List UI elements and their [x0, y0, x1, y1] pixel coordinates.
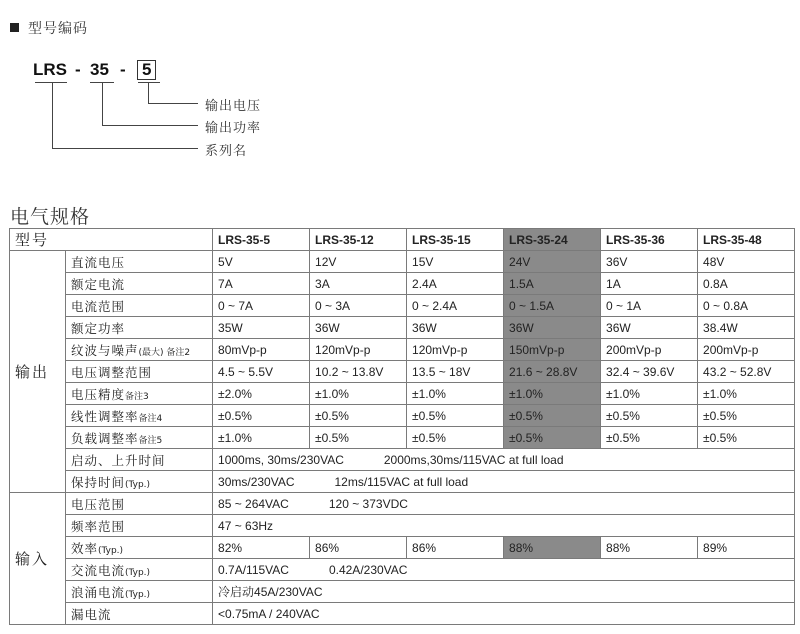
span-value-cell — [213, 493, 795, 515]
table-row — [10, 581, 795, 603]
value-cell: 120mVp-p — [310, 339, 407, 361]
span-value-text: <0.75mA / 240VAC — [218, 606, 320, 621]
row-label — [66, 295, 213, 317]
table-row — [10, 273, 795, 295]
value-cell: 36W — [407, 317, 504, 339]
row-label — [66, 449, 213, 471]
leader-line — [148, 82, 149, 103]
row-label-text: 漏电流 — [71, 606, 112, 622]
header-model: LRS-35-36 — [601, 229, 698, 251]
code-separator: - — [75, 60, 81, 79]
span-value-text: 85 ~ 264VAC — [218, 496, 289, 511]
value-cell: 0 ~ 2.4A — [407, 295, 504, 317]
table-row — [10, 559, 795, 581]
value-cell: ±0.5% — [504, 427, 601, 449]
value-cell: ±0.5% — [310, 405, 407, 427]
span-value-cell — [213, 471, 795, 493]
legend-voltage: 输出电压 — [205, 99, 262, 114]
underline-voltage — [138, 82, 160, 83]
row-label-text: 纹波与噪声 — [71, 342, 139, 358]
value-cell: 88% — [601, 537, 698, 559]
span-value-text: 120 ~ 373VDC — [328, 496, 408, 511]
value-cell: 24V — [504, 251, 601, 273]
row-label-text: 电压精度 — [71, 386, 126, 402]
table-row — [10, 251, 795, 273]
value-cell: 5V — [213, 251, 310, 273]
code-power: 35 — [90, 60, 109, 79]
code-voltage-box: 5 — [137, 60, 156, 80]
row-label-note: (Typ.) — [125, 567, 151, 578]
table-row — [10, 339, 795, 361]
row-label-text: 线性调整率 — [71, 408, 139, 424]
span-value-cell — [213, 559, 795, 581]
span-value-cell — [213, 515, 795, 537]
value-cell: 48V — [698, 251, 795, 273]
row-label-text: 启动、上升时间 — [71, 452, 166, 468]
leader-line — [52, 82, 53, 148]
value-cell: 1.5A — [504, 273, 601, 295]
value-cell: 0 ~ 3A — [310, 295, 407, 317]
value-cell: 21.6 ~ 28.8V — [504, 361, 601, 383]
value-cell: 43.2 ~ 52.8V — [698, 361, 795, 383]
legend-series: 系列名 — [205, 144, 248, 159]
row-label-text: 负载调整率 — [71, 430, 139, 446]
value-cell: 13.5 ~ 18V — [407, 361, 504, 383]
square-bullet-icon — [10, 23, 19, 32]
row-label — [66, 603, 213, 625]
row-label-text: 额定功率 — [71, 320, 126, 336]
value-cell: 15V — [407, 251, 504, 273]
group-label: 输入 — [10, 493, 66, 625]
value-cell: 4.5 ~ 5.5V — [213, 361, 310, 383]
value-cell: 36W — [601, 317, 698, 339]
header-model: LRS-35-5 — [213, 229, 310, 251]
table-row — [10, 515, 795, 537]
header-model: LRS-35-48 — [698, 229, 795, 251]
value-cell: 3A — [310, 273, 407, 295]
value-cell: ±0.5% — [213, 405, 310, 427]
row-label-text: 额定电流 — [71, 276, 126, 292]
value-cell: ±1.0% — [504, 383, 601, 405]
value-cell: 36W — [310, 317, 407, 339]
span-value-text: 0.7A/115VAC — [218, 562, 289, 577]
row-label-note: (Typ.) — [98, 545, 124, 556]
value-cell: ±2.0% — [213, 383, 310, 405]
spec-table — [9, 228, 795, 625]
leader-line — [148, 103, 198, 104]
row-label — [66, 273, 213, 295]
span-value-text: 冷启动45A/230VAC — [218, 585, 323, 599]
value-cell: 86% — [310, 537, 407, 559]
value-cell: ±0.5% — [601, 427, 698, 449]
row-label-text: 浪涌电流 — [71, 584, 126, 600]
value-cell: 38.4W — [698, 317, 795, 339]
header-label: 型号 — [10, 229, 213, 251]
table-row — [10, 405, 795, 427]
leader-line — [102, 82, 103, 125]
span-value-text: 12ms/115VAC at full load — [334, 474, 469, 489]
value-cell: ±0.5% — [407, 427, 504, 449]
row-label — [66, 471, 213, 493]
row-label — [66, 581, 213, 603]
value-cell: 200mVp-p — [698, 339, 795, 361]
value-cell: 32.4 ~ 39.6V — [601, 361, 698, 383]
row-label-note: 备注3 — [125, 391, 149, 402]
leader-line — [52, 148, 198, 149]
row-label — [66, 339, 213, 361]
value-cell: 120mVp-p — [407, 339, 504, 361]
value-cell: ±1.0% — [213, 427, 310, 449]
row-label — [66, 383, 213, 405]
table-row — [10, 295, 795, 317]
value-cell: 89% — [698, 537, 795, 559]
value-cell: 36V — [601, 251, 698, 273]
value-cell: 0 ~ 1A — [601, 295, 698, 317]
value-cell: 88% — [504, 537, 601, 559]
section-title-spec: 电气规格 — [10, 206, 91, 228]
row-label-note: (Typ.) — [125, 589, 151, 600]
value-cell: ±0.5% — [601, 405, 698, 427]
value-cell: 0 ~ 0.8A — [698, 295, 795, 317]
span-value-text: 30ms/230VAC — [218, 474, 295, 489]
span-value-cell — [213, 603, 795, 625]
underline-series — [35, 82, 67, 83]
span-value-text: 0.42A/230VAC — [328, 562, 408, 577]
row-label — [66, 427, 213, 449]
table-row — [10, 471, 795, 493]
value-cell: ±0.5% — [698, 427, 795, 449]
value-cell: ±0.5% — [698, 405, 795, 427]
value-cell: 200mVp-p — [601, 339, 698, 361]
table-row — [10, 427, 795, 449]
row-label — [66, 405, 213, 427]
header-model: LRS-35-12 — [310, 229, 407, 251]
table-row — [10, 493, 795, 515]
value-cell: 0 ~ 7A — [213, 295, 310, 317]
value-cell: ±0.5% — [310, 427, 407, 449]
row-label — [66, 537, 213, 559]
value-cell: 150mVp-p — [504, 339, 601, 361]
value-cell: ±1.0% — [407, 383, 504, 405]
table-row — [10, 449, 795, 471]
value-cell: ±1.0% — [698, 383, 795, 405]
header-model: LRS-35-24 — [504, 229, 601, 251]
value-cell: 7A — [213, 273, 310, 295]
value-cell: ±0.5% — [504, 405, 601, 427]
row-label-note: (最大) 备注2 — [138, 347, 191, 358]
leader-line — [102, 125, 198, 126]
value-cell: 82% — [213, 537, 310, 559]
value-cell: 35W — [213, 317, 310, 339]
row-label — [66, 361, 213, 383]
row-label-text: 电流范围 — [71, 298, 126, 314]
row-label — [66, 317, 213, 339]
value-cell: 10.2 ~ 13.8V — [310, 361, 407, 383]
span-value-cell — [213, 581, 795, 603]
row-label-text: 保持时间 — [71, 474, 126, 490]
value-cell: 12V — [310, 251, 407, 273]
span-value-text: 47 ~ 63Hz — [218, 518, 274, 533]
value-cell: 0.8A — [698, 273, 795, 295]
row-label-note: 备注5 — [138, 435, 163, 446]
span-value-cell — [213, 449, 795, 471]
value-cell: 86% — [407, 537, 504, 559]
value-cell: 0 ~ 1.5A — [504, 295, 601, 317]
header-model: LRS-35-15 — [407, 229, 504, 251]
group-label: 输出 — [10, 251, 66, 493]
row-label-text: 直流电压 — [71, 254, 126, 270]
row-label-note: (Typ.) — [125, 479, 151, 490]
value-cell: 1A — [601, 273, 698, 295]
table-row — [10, 603, 795, 625]
value-cell: ±1.0% — [310, 383, 407, 405]
section-title-model-code: 型号编码 — [10, 18, 88, 38]
table-row — [10, 317, 795, 339]
row-label-text: 电压调整范围 — [71, 364, 153, 380]
code-prefix: LRS — [33, 60, 67, 79]
row-label-text: 交流电流 — [71, 562, 126, 578]
row-label-text: 效率 — [71, 540, 99, 556]
value-cell: 2.4A — [407, 273, 504, 295]
span-value-text: 2000ms,30ms/115VAC at full load — [383, 452, 564, 467]
table-row — [10, 361, 795, 383]
row-label — [66, 493, 213, 515]
row-label-note: 备注4 — [138, 413, 163, 424]
code-separator: - — [120, 60, 126, 79]
table-row — [10, 537, 795, 559]
value-cell: 80mVp-p — [213, 339, 310, 361]
table-header-row — [10, 229, 795, 251]
value-cell: 36W — [504, 317, 601, 339]
row-label — [66, 559, 213, 581]
table-row — [10, 383, 795, 405]
value-cell: ±0.5% — [407, 405, 504, 427]
row-label — [66, 515, 213, 537]
span-value-text: 1000ms, 30ms/230VAC — [218, 452, 344, 467]
row-label — [66, 251, 213, 273]
row-label-text: 电压范围 — [71, 496, 126, 512]
legend-power: 输出功率 — [205, 121, 262, 136]
value-cell: ±1.0% — [601, 383, 698, 405]
row-label-text: 频率范围 — [71, 518, 126, 534]
